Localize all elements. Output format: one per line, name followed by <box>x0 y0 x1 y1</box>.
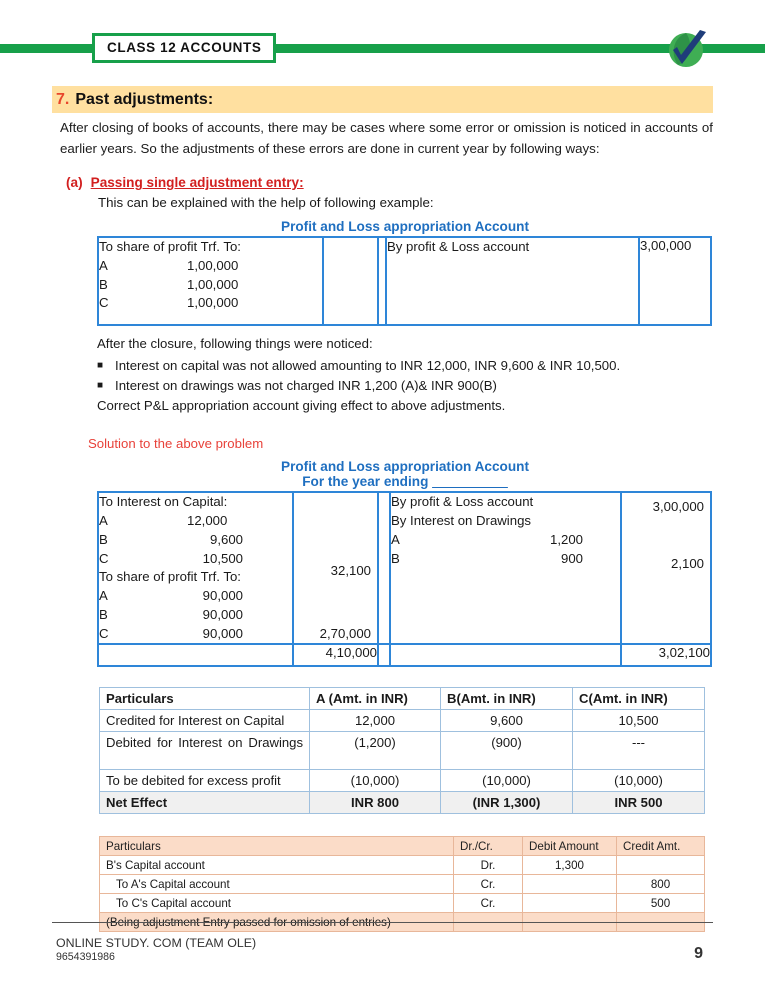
row-value: 90,000 <box>202 588 243 604</box>
cell-c: 10,500 <box>573 710 705 732</box>
col-header-particulars: Particulars <box>100 837 454 856</box>
col-header-particulars: Particulars <box>100 688 310 710</box>
page-header <box>0 0 765 72</box>
table-row <box>100 732 705 770</box>
solution-debit-row <box>99 625 292 644</box>
cell-credit: 500 <box>617 894 705 913</box>
row-value: 9,600 <box>209 531 243 547</box>
net-effect-table <box>99 687 705 814</box>
subsection-intro: This can be explained with the help of following example: <box>98 195 434 211</box>
cell-particulars: To be debited for excess profit <box>100 770 310 792</box>
cell-drcr: Cr. <box>454 875 523 894</box>
row-value: 1,00,000 <box>187 295 239 311</box>
cell-b: 9,600 <box>441 710 573 732</box>
solution-debit-row <box>99 587 292 606</box>
row-label: C <box>99 295 109 311</box>
square-bullet-icon: ■ <box>97 380 104 392</box>
footer-branding <box>56 936 256 963</box>
section-title-bar <box>52 86 713 113</box>
solution-credit-cell <box>390 492 621 644</box>
page-title: Past adjustments: <box>75 90 214 108</box>
row-label: A <box>391 531 400 547</box>
solution-credit-amount-1: 3,00,000 <box>652 499 704 515</box>
example-ledger-block <box>97 219 713 326</box>
notes-bullet <box>97 356 713 376</box>
solution-debit-row <box>99 512 292 531</box>
subtitle-blank: __________ <box>432 474 508 490</box>
example-credit-cell <box>386 237 639 325</box>
solution-total-spacer <box>98 644 293 666</box>
subsection-heading <box>66 175 765 190</box>
example-ledger-table <box>97 236 712 326</box>
solution-ledger-table <box>97 491 712 667</box>
solution-label: Solution to the above problem <box>88 436 264 452</box>
row-value: 1,00,000 <box>187 276 239 292</box>
page-number: 9 <box>694 945 703 962</box>
example-debit-heading: To share of profit Trf. To: <box>99 239 241 255</box>
row-value: 90,000 <box>202 625 243 641</box>
cell-c: --- <box>573 732 705 770</box>
cell-b: (INR 1,300) <box>441 792 573 814</box>
row-label: C <box>99 625 109 641</box>
col-header-debit: Debit Amount <box>523 837 617 856</box>
cell-debit <box>523 894 617 913</box>
solution-debit-row <box>99 531 292 550</box>
cell-credit: 800 <box>617 875 705 894</box>
cell-a: (10,000) <box>310 770 441 792</box>
solution-debit-subtotal-cell <box>293 492 378 644</box>
cell-drcr: Cr. <box>454 894 523 913</box>
solution-ledger-subtitle <box>97 474 713 489</box>
ledger-gutter <box>378 644 390 666</box>
solution-debit-cell <box>98 492 293 644</box>
solution-debit-heading-2: To share of profit Trf. To: <box>99 569 241 585</box>
notes-bullet-text: Interest on capital was not allowed amounting to INR 12,000, INR 9,600 & INR 10,500. <box>115 358 621 374</box>
row-label: A <box>99 257 108 273</box>
row-value: 1,00,000 <box>187 257 239 273</box>
row-label: A <box>99 513 108 529</box>
col-header-drcr: Dr./Cr. <box>454 837 523 856</box>
solution-subtotal-2: 2,70,000 <box>319 626 371 642</box>
row-value: 10,500 <box>202 550 243 566</box>
cell-particulars: To A's Capital account <box>100 875 454 894</box>
net-effect-row <box>100 792 705 814</box>
subsection-label: (a) <box>66 175 83 191</box>
row-label: B <box>99 606 108 622</box>
row-value: 1,200 <box>549 531 583 547</box>
notes-block <box>97 334 713 416</box>
example-debit-row <box>99 294 322 313</box>
example-ledger-title: Profit and Loss appropriation Account <box>281 219 529 235</box>
row-value: 900 <box>560 550 583 566</box>
cell-debit: 1,300 <box>523 856 617 875</box>
solution-credit-total-spacer <box>390 644 621 666</box>
row-value: 90,000 <box>202 606 243 622</box>
solution-debit-total: 4,10,000 <box>293 644 378 666</box>
solution-credit-line-2: By Interest on Drawings <box>391 513 531 529</box>
cell-particulars: Debited for Interest on Drawings <box>100 732 310 770</box>
example-debit-cell <box>98 237 323 325</box>
cell-drcr: Dr. <box>454 856 523 875</box>
col-header-a: A (Amt. in INR) <box>310 688 441 710</box>
solution-debit-row <box>99 550 292 569</box>
row-label: B <box>391 550 400 566</box>
notes-closing: Correct P&L appropriation account giving effect to above adjustments. <box>97 398 506 414</box>
table-row <box>100 894 705 913</box>
solution-credit-subtotal: 2,100 <box>670 556 704 572</box>
cell-c: (10,000) <box>573 770 705 792</box>
section-paragraph: After closing of books of accounts, there may be cases where some error or omission is noticed in accounts of earlier years. So the adjustments of these errors are done in current year by following ways: <box>60 120 713 156</box>
solution-credit-row <box>391 531 620 550</box>
col-header-b: B(Amt. in INR) <box>441 688 573 710</box>
solution-subtotal-1: 32,100 <box>330 563 371 579</box>
cell-particulars: Credited for Interest on Capital <box>100 710 310 732</box>
footer-phone: 9654391986 <box>56 951 115 963</box>
ledger-gutter <box>378 237 386 325</box>
example-credit-amount-cell: 3,00,000 <box>639 237 711 325</box>
cell-particulars: To C's Capital account <box>100 894 454 913</box>
solution-credit-row <box>391 550 620 569</box>
table-row <box>100 710 705 732</box>
table-row <box>100 770 705 792</box>
notes-bullet <box>97 376 713 396</box>
example-credit-line: By profit & Loss account <box>387 239 530 255</box>
row-label: A <box>99 588 108 604</box>
journal-entry-table <box>99 836 705 932</box>
square-bullet-icon: ■ <box>97 360 104 372</box>
cell-narration: (Being adjustment Entry passed for omission of entries) <box>100 913 454 932</box>
table-row <box>100 856 705 875</box>
cell-a: INR 800 <box>310 792 441 814</box>
table-header-row <box>100 688 705 710</box>
table-row <box>100 875 705 894</box>
notes-lead: After the closure, following things were noticed: <box>97 336 373 352</box>
example-debit-row <box>99 257 322 276</box>
row-value: 12,000 <box>187 513 228 529</box>
solution-credit-line-1: By profit & Loss account <box>391 494 534 510</box>
footer-divider <box>52 922 713 923</box>
cell-a: 12,000 <box>310 710 441 732</box>
leaf-check-logo <box>660 28 714 72</box>
cell-a: (1,200) <box>310 732 441 770</box>
cell-credit <box>617 856 705 875</box>
cell-b: (10,000) <box>441 770 573 792</box>
solution-credit-total: 3,02,100 <box>621 644 711 666</box>
class-badge: CLASS 12 ACCOUNTS <box>92 33 276 63</box>
example-debit-row <box>99 276 322 295</box>
solution-debit-heading-1: To Interest on Capital: <box>99 494 228 510</box>
ledger-gutter <box>378 492 390 644</box>
cell-debit <box>523 875 617 894</box>
row-label: B <box>99 276 108 292</box>
example-debit-total-cell <box>323 237 378 325</box>
solution-ledger-title: Profit and Loss appropriation Account <box>281 459 529 475</box>
footer-site: ONLINE STUDY. COM (TEAM OLE) <box>56 936 257 950</box>
table-header-row <box>100 837 705 856</box>
solution-debit-row <box>99 606 292 625</box>
col-header-c: C(Amt. in INR) <box>573 688 705 710</box>
section-number: 7. <box>56 90 70 108</box>
solution-ledger-block <box>97 459 713 667</box>
subsection-title: Passing single adjustment entry: <box>90 175 304 191</box>
cell-c: INR 500 <box>573 792 705 814</box>
row-label: C <box>99 550 109 566</box>
row-label: B <box>99 531 108 547</box>
subtitle-prefix: For the year ending <box>302 474 429 490</box>
cell-particulars: B's Capital account <box>100 856 454 875</box>
col-header-credit: Credit Amt. <box>617 837 705 856</box>
solution-credit-amounts-cell <box>621 492 711 644</box>
cell-particulars: Net Effect <box>100 792 310 814</box>
cell-b: (900) <box>441 732 573 770</box>
notes-bullet-text: Interest on drawings was not charged INR 1,200 (A)& INR 900(B) <box>115 378 497 394</box>
